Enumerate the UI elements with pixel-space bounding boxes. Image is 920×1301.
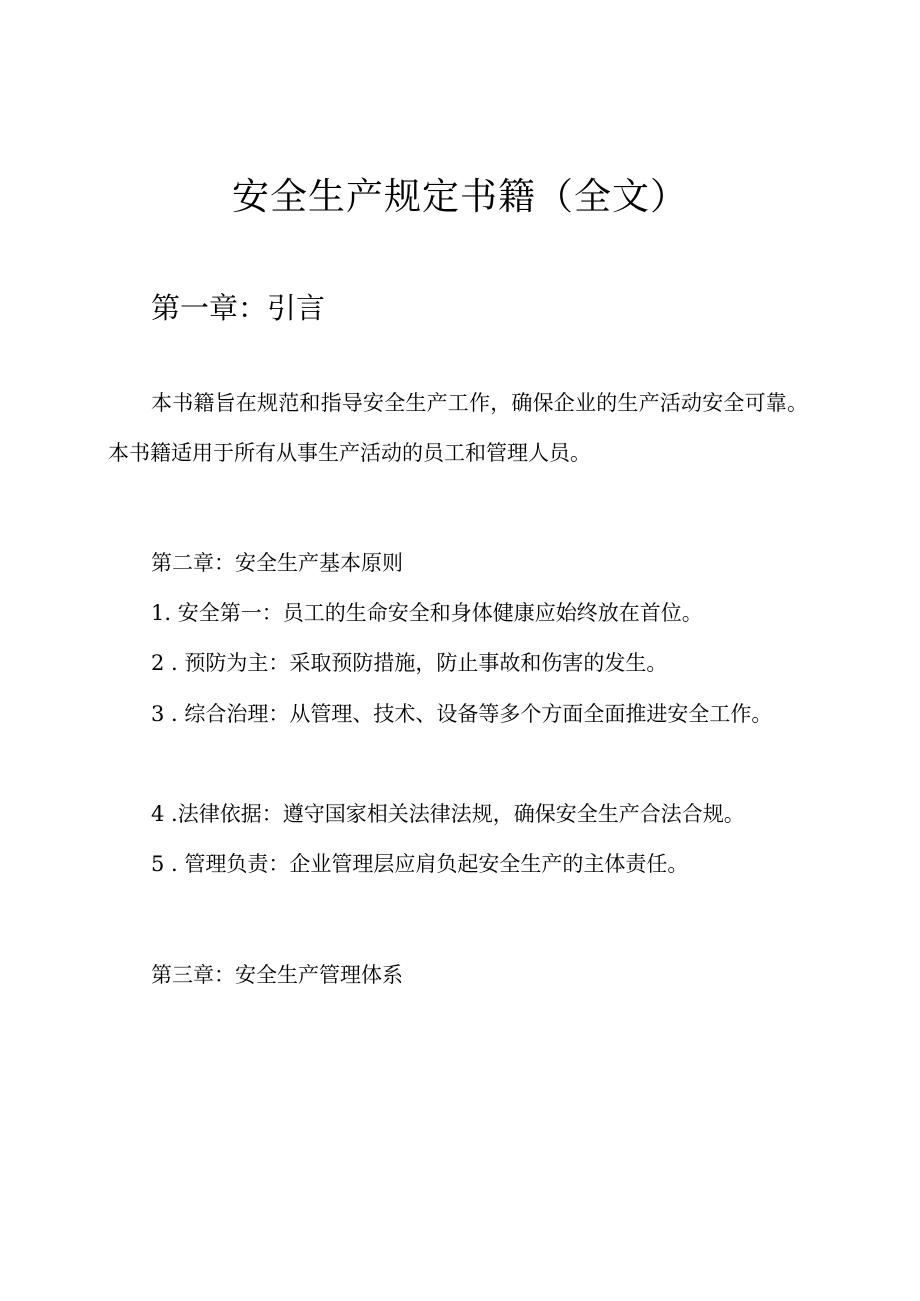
principle-item-1: 1. 安全第一：员工的生命安全和身体健康应始终放在首位。 [151, 601, 703, 625]
principle-item-5: 5 . 管理负责：企业管理层应肩负起安全生产的主体责任。 [151, 852, 689, 876]
document-title: 安全生产规定书籍（全文） [232, 175, 688, 218]
principle-item-3: 3 . 综合治理：从管理、技术、设备等多个方面全面推进安全工作。 [151, 702, 773, 726]
chapter-1-paragraph: 本书籍旨在规范和指导安全生产工作，确保企业的生产活动安全可靠。本书籍适用于所有从事生产活动的员工和管理人员。 [108, 391, 808, 465]
chapter-3-heading: 第三章：安全生产管理体系 [151, 963, 403, 987]
principle-item-2: 2 . 预防为主：采取预防措施，防止事故和伤害的发生。 [151, 651, 668, 675]
chapter-1-heading: 第一章：引言 [151, 291, 326, 325]
principle-item-4: 4 .法律依据：遵守国家相关法律法规，确保安全生产合法合规。 [151, 802, 745, 826]
chapter-2-heading: 第二章：安全生产基本原则 [151, 551, 403, 575]
